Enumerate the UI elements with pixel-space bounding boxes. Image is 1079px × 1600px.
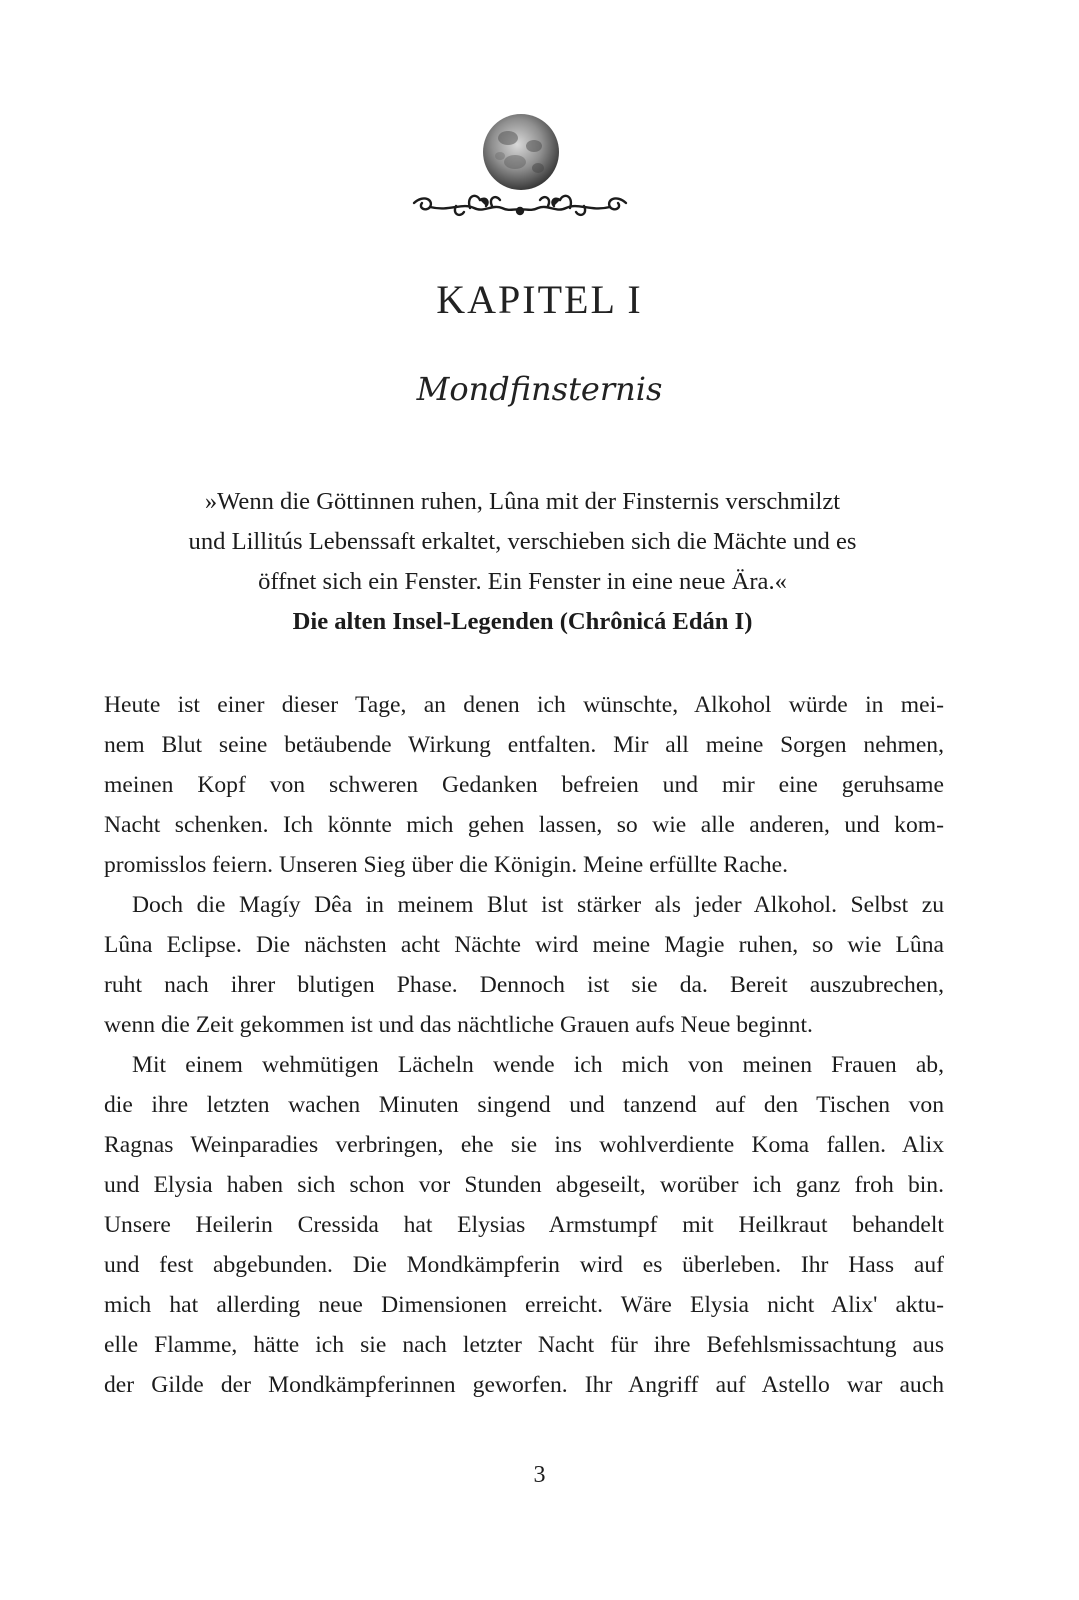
chapter-subtitle: Mondfinsternis [416,370,663,408]
epigraph-line: und Lillitús Lebenssaft erkaltet, verschieben sich die Mächte und es [188,528,857,555]
body-line: meinen Kopf von schweren Gedanken befreien und mir eine geruhsame [104,772,944,798]
body-line: Heute ist einer dieser Tage, an denen ich wünschte, Alkohol würde in mei- [104,692,944,718]
body-line: nem Blut seine betäubende Wirkung entfalten. Mir all meine Sorgen nehmen, [104,732,944,758]
epigraph-line: »Wenn die Göttinnen ruhen, Lûna mit der Finsternis verschmilzt [204,488,841,515]
body-line: Ragnas Weinparadies verbringen, ehe sie ins wohlverdiente Koma fallen. Alix [104,1132,944,1158]
body-line: Lûna Eclipse. Die nächsten acht Nächte wird meine Magie ruhen, so wie Lûna [104,932,944,958]
body-line: Unsere Heilerin Cressida hat Elysias Armstumpf mit Heilkraut behandelt [104,1212,944,1238]
chapter-title: KAPITEL I [436,277,643,322]
body-line: Nacht schenken. Ich könnte mich gehen lassen, so wie alle anderen, und kom- [104,812,944,838]
body-line: ruht nach ihrer blutigen Phase. Dennoch ist sie da. Bereit auszubrechen, [104,972,944,998]
flourish-icon [414,196,626,215]
moon-icon [483,114,559,190]
body-line: promisslos feiern. Unseren Sieg über die Königin. Meine erfüllte Rache. [104,852,789,878]
page-number: 3 [533,1462,546,1488]
body-line: Doch die Magíy Dêa in meinem Blut ist stärker als jeder Alkohol. Selbst zu [132,892,944,918]
epigraph-line: öffnet sich ein Fenster. Ein Fenster in eine neue Ära.« [258,568,787,595]
moon-with-flourish-icon [400,108,640,228]
body-line: die ihre letzten wachen Minuten singend und tanzend auf den Tischen von [104,1092,944,1118]
body-line: der Gilde der Mondkämpferinnen geworfen. Ihr Angriff auf Astello war auch [104,1372,944,1398]
epigraph [100,482,945,642]
body-line: wenn die Zeit gekommen ist und das nächtliche Grauen aufs Neue beginnt. [104,1012,813,1038]
body-line: und Elysia haben sich schon vor Stunden abgeseilt, worüber ich ganz froh bin. [104,1172,944,1198]
body-line: und fest abgebunden. Die Mondkämpferin wird es überleben. Ihr Hass auf [104,1252,944,1278]
epigraph-source: Die alten Insel-Legenden (Chrônicá Edán I) [292,608,753,635]
body-line: elle Flamme, hätte ich sie nach letzter Nacht für ihre Befehlsmissachtung aus [104,1332,944,1358]
body-text [104,685,944,1405]
body-line: mich hat allerding neue Dimensionen erreicht. Wäre Elysia nicht Alix' aktu- [104,1292,944,1318]
body-line: Mit einem wehmütigen Lächeln wende ich mich von meinen Frauen ab, [132,1052,944,1078]
